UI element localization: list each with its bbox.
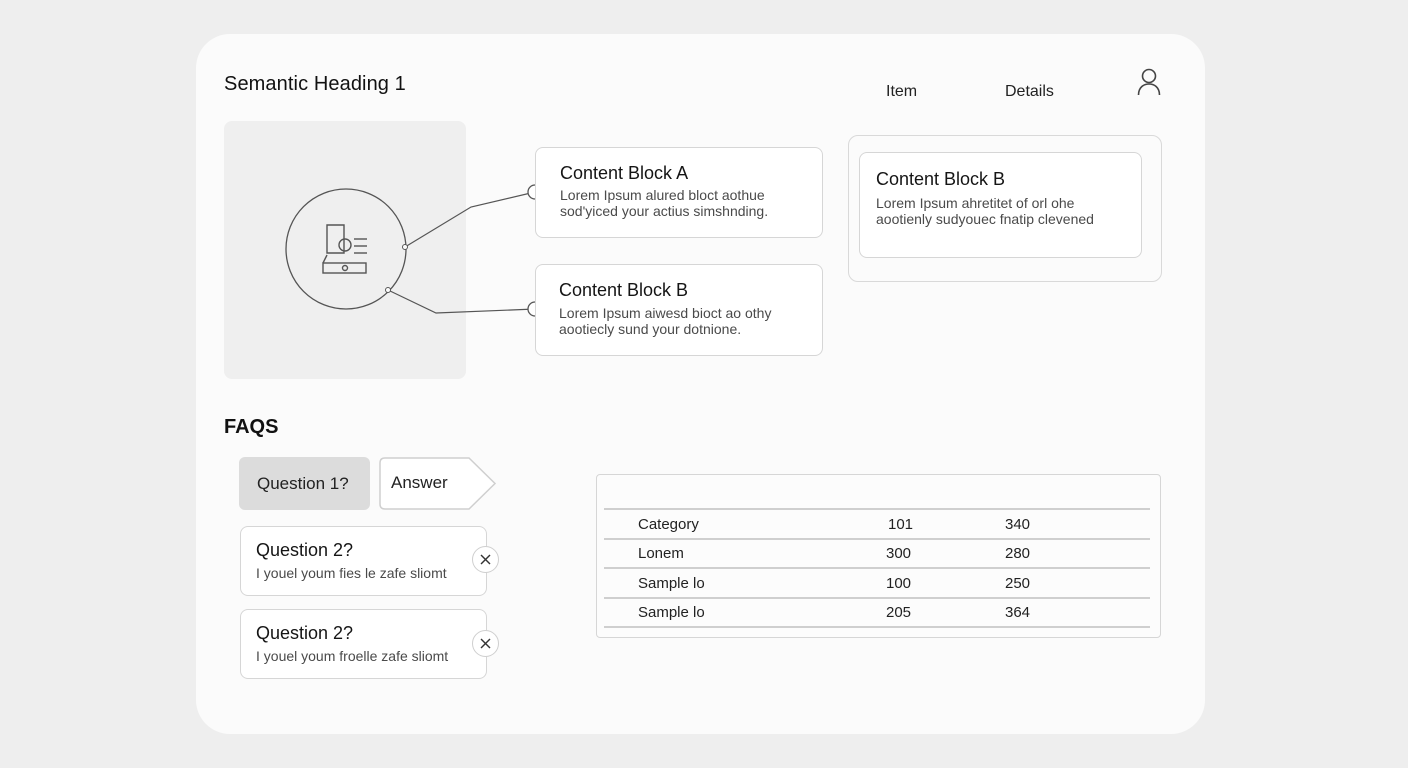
close-button[interactable] — [472, 546, 499, 573]
table-cell: 100 — [886, 575, 912, 592]
desc-line: Lorem Ipsum ahretitet of orl ohe — [876, 195, 1075, 211]
block-title: Content Block B — [559, 280, 689, 300]
media-panel — [224, 121, 466, 379]
faq-item[interactable] — [240, 526, 487, 596]
table-cell: Sample lo — [638, 575, 705, 592]
user-icon[interactable] — [1136, 67, 1162, 97]
block-description — [559, 305, 809, 337]
faq-question: Question 2? — [256, 623, 354, 643]
table-cell: 101 — [888, 516, 914, 533]
table-cell: 205 — [886, 604, 912, 621]
desc-line: aootienly sudyouec fnatip clevened — [876, 211, 1094, 227]
table-divider — [604, 538, 1150, 540]
table-header-item: Item — [886, 83, 918, 100]
content-block-b-right[interactable] — [859, 152, 1142, 258]
desc-line: Lorem Ipsum alured bloct aothue — [560, 187, 765, 203]
question-1-button[interactable]: Question 1? — [239, 457, 370, 510]
answer-tab[interactable] — [379, 457, 497, 510]
desc-line: sod'yiced your actius simshnding. — [560, 203, 769, 219]
table-cell: 340 — [1005, 516, 1031, 533]
block-description — [876, 195, 1131, 227]
table-divider — [604, 567, 1150, 569]
table-cell: 250 — [1005, 575, 1031, 592]
block-title: Content Block A — [560, 163, 689, 183]
block-description — [560, 187, 810, 219]
faq-item[interactable] — [240, 609, 487, 679]
faq-heading: FAQS — [224, 416, 279, 438]
table-header-details: Details — [1005, 83, 1054, 100]
table-cell: 280 — [1005, 545, 1031, 562]
content-block-b[interactable] — [535, 264, 823, 356]
content-block-a[interactable] — [535, 147, 823, 238]
desc-line: Lorem Ipsum aiwesd bioct ao othy — [559, 305, 772, 321]
close-icon — [480, 638, 491, 649]
table-divider — [604, 597, 1150, 599]
table-cell: Lonem — [638, 545, 684, 562]
table-divider — [604, 626, 1150, 628]
close-icon — [480, 554, 491, 565]
table-cell: 364 — [1005, 604, 1031, 621]
answer-label: Answer — [391, 473, 448, 492]
page-title: Semantic Heading 1 — [224, 73, 406, 95]
table-cell: Category — [638, 516, 699, 533]
table-divider — [604, 508, 1150, 510]
main-card — [196, 34, 1205, 734]
faq-answer: I youel youm froelle zafe sliomt — [256, 648, 449, 664]
table-cell: Sample lo — [638, 604, 705, 621]
block-title: Content Block B — [876, 169, 1006, 189]
close-button[interactable] — [472, 630, 499, 657]
faq-answer: I youel youm fies le zafe sliomt — [256, 565, 447, 581]
table-cell: 300 — [886, 545, 912, 562]
desc-line: aootiecly sund your dotnione. — [559, 321, 742, 337]
faq-question: Question 2? — [256, 540, 354, 560]
